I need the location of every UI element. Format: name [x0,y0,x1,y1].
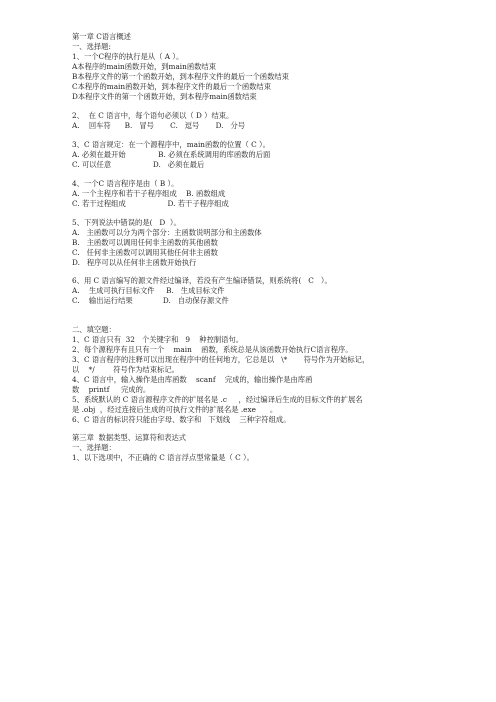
q5-option-c: C. 任何非主函数可以调用其他任何非主函数 [72,248,218,257]
fill-in-4: 4、C 语言中，输入操作是由库函数 scanf 完成的，输出操作是由库函 [72,375,313,384]
q5-option-a: A. 主函数可以分为两个部分：主函数说明部分和主函数体 [72,228,262,237]
fill-in-4-cont: 数 printf 完成的。 [72,385,151,394]
question-1: 1、一个C程序的执行是从（ A ）。 [72,52,184,61]
chapter-3-title: 第三章 数据类型、运算符和表达式 [72,433,187,442]
fill-in-heading: 二、填空题： [72,325,116,334]
q1-option-a: A本程序的main函数开始，到main函数结束 [72,62,217,71]
fill-in-5-cont: 是 .obj ，经过连接后生成的可执行文件的扩展名是 .exe 。 [72,405,278,414]
fill-in-6: 6、C 语言的标识符只能由字母、数字和 下划线 三种字符组成。 [72,415,291,424]
fill-in-3: 3、C 语言程序的注释可以出现在程序中的任何地方，它总是以 \* 符号作为开始标记， [72,355,370,364]
q6-options-cd: C. 输出运行结果 D. 自动保存源文件 [72,296,229,305]
question-5: 5、下列说法中错误的是( D ）。 [72,218,181,227]
q5-option-d: D. 程序可以从任何非主函数开始执行 [72,258,197,267]
q6-options-ab: A. 生成可执行目标文件 B. 生成目标文件 [72,286,225,295]
fill-in-3-cont: 以 */ 符号作为结束标记。 [72,365,179,374]
fill-in-1: 1、C 语言只有 32 个关键字和 9 种控制语句。 [72,335,244,344]
q3-options-cd: C. 可以任意 D. 必须在最后 [72,160,205,169]
q4-options-ab: A. 一个主程序和若干子程序组成 B. 函数组成 [72,189,226,198]
q1-option-d: D本程序文件的第一个函数开始，到本程序main函数结束 [72,92,257,101]
q1-option-b: B本程序文件的第一个函数开始，到本程序文件的最后一个函数结束 [72,72,289,81]
chapter-3-question-1: 1、以下选项中，不正确的 C 语言浮点型常量是（ C ）。 [72,453,254,462]
chapter-1-title: 第一章 C语言概述 [72,32,131,41]
section-heading: 一、选择题: [72,42,111,51]
question-2: 2、 在 C 语言中，每个语句必须以（ D ）结束。 [72,111,234,120]
chapter-3-section: 一、选择题： [72,443,116,452]
question-4: 4、一个C 语言程序是由（ B ）。 [72,179,179,188]
fill-in-5: 5、系统默认的 C 语言源程序文件的扩展名是 .c ，经过编译后生成的目标文件的扩展名 [72,395,363,404]
question-3: 3、C 语言规定：在一个源程序中，main函数的位置（ C ）。 [72,140,270,149]
q1-option-c: C本程序的main函数开始，到本程序文件的最后一个函数结束 [72,82,272,91]
q4-options-cd: C. 若干过程组成 D. 若干子程序组成 [72,199,229,208]
question-6: 6、用 C 语言编写的源文件经过编译，若没有产生编译错误，则系统将( C ）。 [72,276,332,285]
q2-options: A. 回车符 B. 冒号 C. 逗号 D. 分号 [72,121,246,130]
fill-in-2: 2、每个源程序有且只有一个 main 函数，系统总是从该函数开始执行C语言程序。 [72,345,353,354]
q5-option-b: B. 主函数可以调用任何非主函数的其他函数 [72,238,218,247]
q3-options-ab: A. 必须在最开始 B. 必须在系统调用的库函数的后面 [72,150,271,159]
